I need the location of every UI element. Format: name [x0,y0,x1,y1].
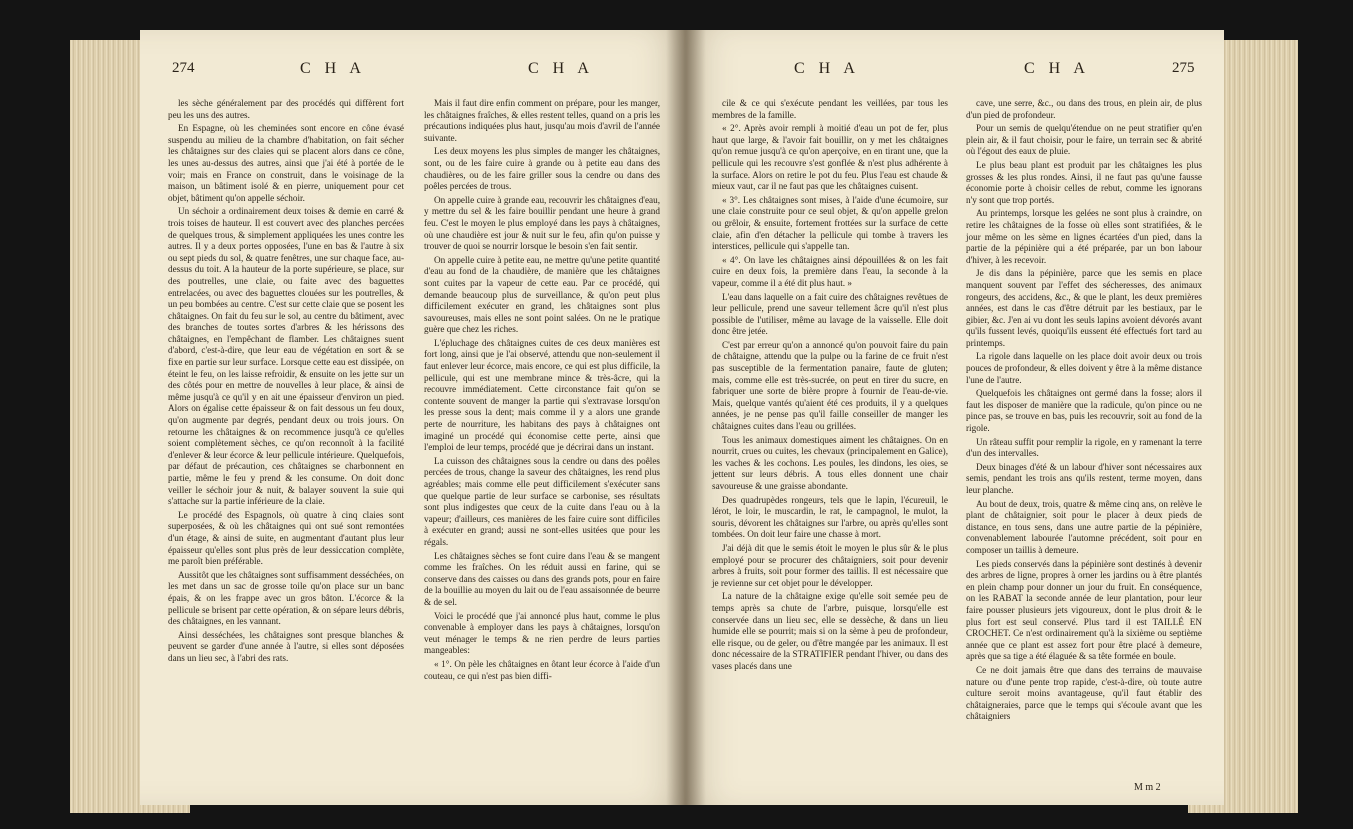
running-head: C H A [794,60,860,77]
paragraph: Mais il faut dire enfin comment on prépare, pour les manger, les châtaignes fraîches, & elles restent telles, quand on a pris les précautions indiquées plus haut, jusqu'au mois d'avril de l'année suivante. [424,98,660,143]
paragraph: Le plus beau plant est produit par les châtaignes les plus grosses & les plus rondes. Ainsi, il ne faut pas qu'une fausse économie porte à choisir celles de rebut, comme les ignorans n'y sont que trop portés. [966,159,1202,205]
paragraph: Au printemps, lorsque les gelées ne sont plus à craindre, on retire les châtaignes de la fosse où elles sont stratifiées, & le jour même on les sème en lignes écartées d'un pied, dans la partie de la pépinière qui a été préparée, par un bon labour d'hiver, à les recevoir. [966,208,1202,265]
running-head: C H A [300,60,366,77]
paragraph: cave, une serre, &c., ou dans des trous, en plein air, de plus d'un pied de profondeur. [966,98,1202,120]
right-page-header [684,60,1224,82]
paragraph: Quelquefois les châtaignes ont germé dans la fosse; alors il faut les disposer de manière que la radicule, qu'on pince ou ne pince pas, se trouve en bas, puis les recouvrir, soit au fond de la rigole. [966,388,1202,434]
paragraph: « 3°. Les châtaignes sont mises, à l'aide d'une écumoire, sur une claie construite pour ce seul objet, & qu'on appelle grelon ou grêloir, & ensuite, fortement frottées sur la surface de cette claie, afin d'en détacher la pellicule qui tombe à travers les interstices, pellicule qui s'appelle tan. [712,194,948,252]
paragraph: « 2°. Après avoir rempli à moitié d'eau un pot de fer, plus haut que large, & l'avoir fait bouillir, on y met les châtaignes qu'on remue jusqu'à ce qu'on aperçoive, en en tirant une, que la pellicule qui les recouvre s'est gonflée & n'est plus adhérente à la surface. Alors on retire le pot du feu. Plus l'eau est chaude & mieux vaut, car il ne faut pas que les châtaignes cuisent. [712,123,948,192]
text-column-left-1 [168,98,404,667]
paragraph: On appelle cuire à grande eau, recouvrir les châtaignes d'eau, y mettre du sel & les faire bouillir pendant une heure à grand feu. C'est le moyen le plus employé dans les pays à châtaignes, où une chaudière est jour & nuit sur le feu, afin qu'on puisse y trouver de quoi se nourrir lorsque le besoin s'en fait sentir. [424,194,660,252]
signature-mark: M m 2 [1134,782,1161,793]
open-book [70,18,1298,813]
paragraph: La rigole dans laquelle on les place doit avoir deux ou trois pouces de profondeur, & elles doivent y être à la même distance l'une de l'autre. [966,351,1202,385]
paragraph: Un séchoir a ordinairement deux toises & demie en carré & trois toises de hauteur. Il est couvert avec des planches percées de quelques trous, & simplement appliquées les unes contre les autres. Il y a deux portes opposées, l'une en bas & l'autre à six ou sept pieds du sol, & quatre fenêtres, une sur chaque face, au-dessus du toit. A la hauteur de la porte supérieure, se place, sur des poutrelles, une claie, ou faite avec des baguettes entrelacées, ou avec des baguettes clouées sur les poutrelles, & un peu bombées au centre. C'est sur cette claie que se posent les châtaignes. On fait du feu sur le sol, au centre du bâtiment, avec des branches de toutes sortes d'arbres & les hérissons des châtaignes, en l'empêchant de flamber. Les châtaignes suent d'abord, c'est-à-dire, que leur eau de végétation en sort & se fixe en partie sur leur surface. Lorsque cette eau est dissipée, on éteint le feu, on les laisse refroidir, & ensuite on les jette sur un des côtés pour en mettre de nouvelles à leur place, & ainsi de même jusqu'à ce qu'il y en ait une épaisseur d'environ un pied. Alors on égalise cette épaisseur & on fait dessous un feu doux, qu'on augmente par degrés, pendant deux ou trois jours. On retourne les châtaignes & on recommence jusqu'à ce qu'elles soient complètement sèches, ce qu'on reconnoît à la facilité d'enlever & leur écorce & leur pellicule intérieure. Quelquefois, par défaut de précaution, ces châtaignes se charbonnent en partie, même le feu y prend & les consume. On doit donc veiller le séchoir jour & nuit, & balayer souvent la suie qui s'attache sur la partie inférieure de la claie. [168,206,404,507]
paragraph: La nature de la châtaigne exige qu'elle soit semée peu de temps après sa chute de l'arbre, puisque, lorsqu'elle est conservée dans un lieu sec, elle se dessèche, & dans un lieu humide elle se pourrit; mais si on la sème à peu de profondeur, elle risque, ou de geler, ou d'être mangée par les animaux. Il est donc nécessaire de la STRATIFIER pendant l'hiver, ou dans des vases placés dans une [712,591,948,671]
paragraph: Des quadrupèdes rongeurs, tels que le lapin, l'écureuil, le lérot, le loir, le muscardin, le rat, le campagnol, le mulot, la souris, dévorent les châtaignes sur l'arbre, ou après qu'elles sont tombées. On doit leur faire une chasse à mort. [712,494,948,540]
paragraph: cile & ce qui s'exécute pendant les veillées, par tous les membres de la famille. [712,98,948,120]
text-column-right-1 [712,98,948,675]
text-column-left-2 [424,98,660,684]
right-page [684,30,1224,805]
paragraph: Le procédé des Espagnols, où quatre à cinq claies sont superposées, & où les châtaignes qui ont sué sont remontées d'un étage, & ainsi de suite, en augmentant d'autant plus leur épaisseur qu'elles sont plus près de leur dessiccation complète, me paroît bien préférable. [168,509,404,567]
paragraph: Les pieds conservés dans la pépinière sont destinés à devenir des arbres de ligne, propres à orner les jardins ou à être plantés en plein champ pour donner un jour du fruit. En conséquence, on les RABAT la seconde année de leur plantation, pour leur faire pousser plusieurs jets vigoureux, dont le plus droit & le plus fort est seul conservé. Plus tard il est TAILLÉ EN CROCHET. Ce n'est ordinairement qu'à la sixième ou septième année que ce plant est assez fort pour être placé à demeure, après que sa tige a été élaguée & sa tête formée en boule. [966,558,1202,662]
running-head: C H A [1024,60,1090,77]
paragraph: En Espagne, où les cheminées sont encore en cône évasé suspendu au milieu de la chambre d'habitation, on fait sécher les châtaignes sur des claies qui se placent alors dans ce cône, les unes au-dessus des autres, ainsi que j'ai été à portée de le voir; mais en France on construit, dans le voisinage de la maison, un bâtiment isolé & en pierre, uniquement pour cet objet, bâtiment qu'on appelle séchoir. [168,123,404,203]
paragraph: Voici le procédé que j'ai annoncé plus haut, comme le plus convenable à employer dans les pays à châtaignes, lorsqu'on veut ménager le temps & ne rien perdre de leurs parties mangeables: [424,610,660,656]
paragraph: J'ai déjà dit que le semis étoit le moyen le plus sûr & le plus employé pour se procurer des châtaigniers, soit pour devenir arbres à fruits, soit pour former des taillis. Il est nécessaire que je revienne sur cet objet pour le développer. [712,542,948,588]
paragraph: Ainsi desséchées, les châtaignes sont presque blanches & peuvent se garder d'une année à l'autre, si elles sont déposées dans un lieu sec, à l'abri des rats. [168,629,404,663]
left-page [140,30,686,805]
paragraph: Les deux moyens les plus simples de manger les châtaignes, sont, ou de les faire cuire à grande ou à petite eau dans des chaudières, ou de les faire griller sous la cendre ou dans des poêles percées de trous. [424,146,660,192]
paragraph: Deux binages d'été & un labour d'hiver sont nécessaires aux semis, pendant les trois ans qu'ils restent, terme moyen, dans leur planche. [966,461,1202,495]
page-number: 274 [172,60,195,76]
paragraph: « 1°. On pèle les châtaignes en ôtant leur écorce à l'aide d'un couteau, ce qui n'est pas bien diffi- [424,658,660,681]
paragraph: Ce ne doit jamais être que dans des terrains de mauvaise nature ou d'une pente trop rapide, c'est-à-dire, où toute autre culture seroit moins avantageuse, qu'il faut établir des châtaigneraies, parce que le temps qui s'écoule avant que les châtaigniers [966,664,1202,722]
book-gutter [666,30,706,805]
paragraph: Aussitôt que les châtaignes sont suffisamment desséchées, on les met dans un sac de grosse toile qu'on place sur un banc épais, & on les frappe avec un gros bâton. L'écorce & la pellicule se brisent par cette opération, & on sépare leurs débris, des châtaignes, en les vannant. [168,569,404,627]
paragraph: On appelle cuire à petite eau, ne mettre qu'une petite quantité d'eau au fond de la chaudière, de manière que les châtaignes sont cuites par la vapeur de cette eau. Par ce procédé, qui demande beaucoup plus de surveillance, & qu'on peut plus difficilement exécuter en grand, les châtaignes sont plus savoureuses, mais elles ne sont point salées. On ne le pratique guère que chez les riches. [424,254,660,335]
paragraph: Au bout de deux, trois, quatre & même cinq ans, on relève le plant de châtaignier, soit pour le placer à deux pieds de distance, en tous sens, dans une autre partie de la pépinière, convenablement labourée l'automne précédent, soit pour en composer un taillis à demeure. [966,498,1202,555]
paragraph: Les châtaignes sèches se font cuire dans l'eau & se mangent comme les fraîches. On les réduit aussi en farine, qui se conserve dans des caisses ou dans des grands pots, pour en faire de la bouillie au moyen du lait ou de l'eau assaisonnée de beurre & de sel. [424,550,660,607]
page-number: 275 [1172,60,1195,76]
paragraph: C'est par erreur qu'on a annoncé qu'on pouvoit faire du pain de châtaigne, attendu que la pulpe ou la farine de ce fruit n'est pas susceptible de la fermentation panaire, faute de gluten; mais, comme elle est très-sucrée, on peut en tirer du sucre, en fabriquer une sorte de bière propre à fournir de l'eau-de-vie. Mais, quelque vantés qu'aient été ces produits, il y a quelques années, je ne pense pas qu'il faille conseiller de manger les châtaignes cuites dans l'eau ou grillées. [712,339,948,432]
paragraph: La cuisson des châtaignes sous la cendre ou dans des poêles percées de trous, change la saveur des châtaignes, les rend plus agréables; mais comme elle peut difficilement s'exécuter sans que quelque partie de leur surface se carbonise, ses résultats sont plus indigestes que ceux de la cuite dans l'eau ou à la vapeur; d'ailleurs, ces manières de les faire cuire sont difficiles à exécuter en grand; aussi ne sont-elles usitées que pour les régals. [424,455,660,547]
paragraph: L'épluchage des châtaignes cuites de ces deux manières est fort long, ainsi que je l'ai observé, attendu que non-seulement il faut enlever leur écorce, mais encore, ce qui est plus difficile, la pellicule, qui est une membrane mince & très-âcre, qui la recouvre immédiatement. Cette circonstance fait qu'on se contente souvent de manger la partie qui s'extravase lorsqu'on les presse sous la dent; mais comme il y a alors une grande perte de nourriture, les habitans des pays à châtaignes ont imaginé un procédé qui économise cette perte, ainsi que l'emploi de leur temps, procédé que je décrirai dans un instant. [424,337,660,453]
paragraph: L'eau dans laquelle on a fait cuire des châtaignes revêtues de leur pellicule, prend une saveur tellement âcre qu'il n'est plus possible de l'utiliser, même au lavage de la vaisselle. Elle doit donc être jetée. [712,291,948,337]
text-column-right-2 [966,98,1202,725]
paragraph: Pour un semis de quelqu'étendue on ne peut stratifier qu'en plein air, & il faut choisir, pour le faire, un terrain sec & abrité où l'égout des eaux de pluie. [966,123,1202,157]
paragraph: Tous les animaux domestiques aiment les châtaignes. On en nourrit, crues ou cuites, les chevaux (principalement en Galice), les vaches & les cochons. Les poules, les dindons, les oies, se jettent sur leurs débris. A tous elles donnent une chair savoureuse & une graisse abondante. [712,434,948,491]
paragraph: « 4°. On lave les châtaignes ainsi dépouillées & on les fait cuire en deux fois, la première dans l'eau, la seconde à la vapeur, comme il a été dit plus haut. » [712,254,948,288]
paragraph: les sèche généralement par des procédés qui diffèrent fort peu les uns des autres. [168,98,404,120]
paragraph: Un râteau suffit pour remplir la rigole, en y ramenant la terre d'un des intervalles. [966,436,1202,459]
running-head: C H A [528,60,594,77]
left-page-header [140,60,686,82]
paragraph: Je dis dans la pépinière, parce que les semis en place manquent souvent par l'effet des sécheresses, des animaux rongeurs, des accidens, &c., & que le plant, les deux premières années, est dans le cas d'être détruit par les bestiaux, par le gibier, &c. J'en ai vu dont les seuls lapins avoient dévorés avant qu'ils fussent levés, quoiqu'ils eussent été effectués fort tard au printemps. [966,268,1202,348]
